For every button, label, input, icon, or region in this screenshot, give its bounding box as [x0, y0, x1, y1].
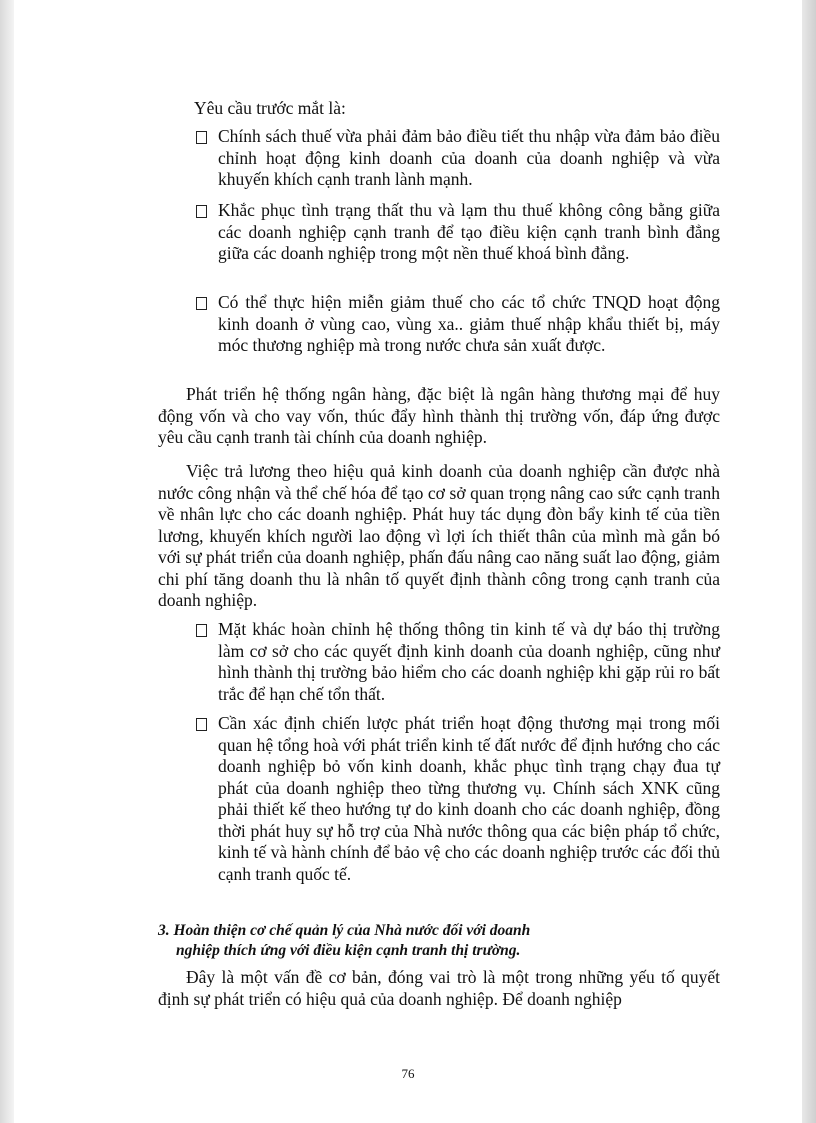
paragraph-intro-section [158, 967, 720, 1010]
intro-text [158, 98, 720, 120]
checkbox-bullet-icon [196, 624, 207, 637]
bullet-text: Khắc phục tình trạng thất thu và lạm thu thuế không công bằng giữa các doanh nghiệp cạnh tranh để tạo điều kiện cạnh tranh bình đẳng giữa các doanh nghiệp trong một nền thuế khoá bình đẳng. [218, 200, 720, 263]
checkbox-bullet-icon [196, 131, 207, 144]
bullet-text: Có thể thực hiện miễn giảm thuế cho các tổ chức TNQD hoạt động kinh doanh ở vùng cao, vùng xa.. giảm thuế nhập khẩu thiết bị, máy móc thương nghiệp mà trong nước chưa sản xuất được. [218, 292, 720, 355]
bullet-item-1 [158, 126, 720, 191]
bullet-item-2 [158, 200, 720, 265]
bullet-item-5 [158, 713, 720, 885]
section-heading-line-2: nghiệp thích ứng với điều kiện cạnh tranh thị trường. [176, 942, 521, 959]
page-number: 76 [401, 1066, 415, 1081]
right-page-edge [802, 0, 816, 1123]
bullet-text: Cần xác định chiến lược phát triển hoạt động thương mại trong mối quan hệ tổng hoà với phát triển kinh tế đất nước để định hướng cho các doanh nghiệp bỏ vốn kinh doanh, khắc phục tình trạng chạy đua tự phát của doanh nghiệp theo từng thương vụ. Chính sách XNK cũng phải thiết kế theo hướng tự do kinh doanh cho các doanh nghiệp, đồng thời phát huy sự hỗ trợ của Nhà nước thông qua các biện pháp tổ chức, kinh tế và hành chính để bảo vệ cho các doanh nghiệp trước các đối thủ cạnh tranh quốc tế. [218, 713, 720, 884]
paragraph-text: Đây là một vấn đề cơ bản, đóng vai trò là một trong những yếu tố quyết định sự phát triển có hiệu quả của doanh nghiệp. Để doanh nghiệp [158, 967, 720, 1009]
checkbox-bullet-icon [196, 205, 207, 218]
paragraph-text: Phát triển hệ thống ngân hàng, đặc biệt là ngân hàng thương mại để huy động vốn và cho vay vốn, thúc đẩy hình thành thị trường vốn, đáp ứng được yêu cầu cạnh tranh tài chính của doanh nghiệp. [158, 384, 720, 447]
bullet-text: Mặt khác hoàn chỉnh hệ thống thông tin kinh tế và dự báo thị trường làm cơ sở cho các quyết định kinh doanh của doanh nghiệp, cũng như hình thành thị trường bảo hiểm cho các doanh nghiệp khi gặp rủi ro bất trắc để hạn chế tổn thất. [218, 619, 720, 704]
bullet-text: Chính sách thuế vừa phải đảm bảo điều tiết thu nhập vừa đảm bảo điều chỉnh hoạt động kinh doanh của doanh của doanh nghiệp và vừa khuyến khích cạnh tranh lành mạnh. [218, 126, 720, 189]
intro-line: Yêu cầu trước mắt là: [194, 98, 346, 118]
section-heading [158, 921, 720, 961]
bullet-item-4 [158, 619, 720, 705]
section-heading-line-1: 3. Hoàn thiện cơ chế quản lý của Nhà nước đối với doanh [158, 922, 531, 939]
checkbox-bullet-icon [196, 297, 207, 310]
left-page-edge [0, 0, 14, 1123]
paragraph-banking [158, 384, 720, 449]
paragraph-text: Việc trả lương theo hiệu quả kinh doanh của doanh nghiệp cần được nhà nước công nhận và thể chế hóa để tạo cơ sở quan trọng nâng cao sức cạnh tranh về nhân lực cho các doanh nghiệp. Phát huy tác dụng đòn bẩy kinh tế của tiền lương, khuyến khích người lao động vì lợi ích thiết thân của mình mà gắn bó với sự phát triển của doanh nghiệp, phấn đấu nâng cao năng suất lao động, giảm chi phí tăng doanh thu là nhân tố quyết định thành công trong cạnh tranh của doanh nghiệp. [158, 461, 720, 610]
checkbox-bullet-icon [196, 718, 207, 731]
paragraph-wages [158, 461, 720, 612]
bullet-item-3 [158, 292, 720, 357]
